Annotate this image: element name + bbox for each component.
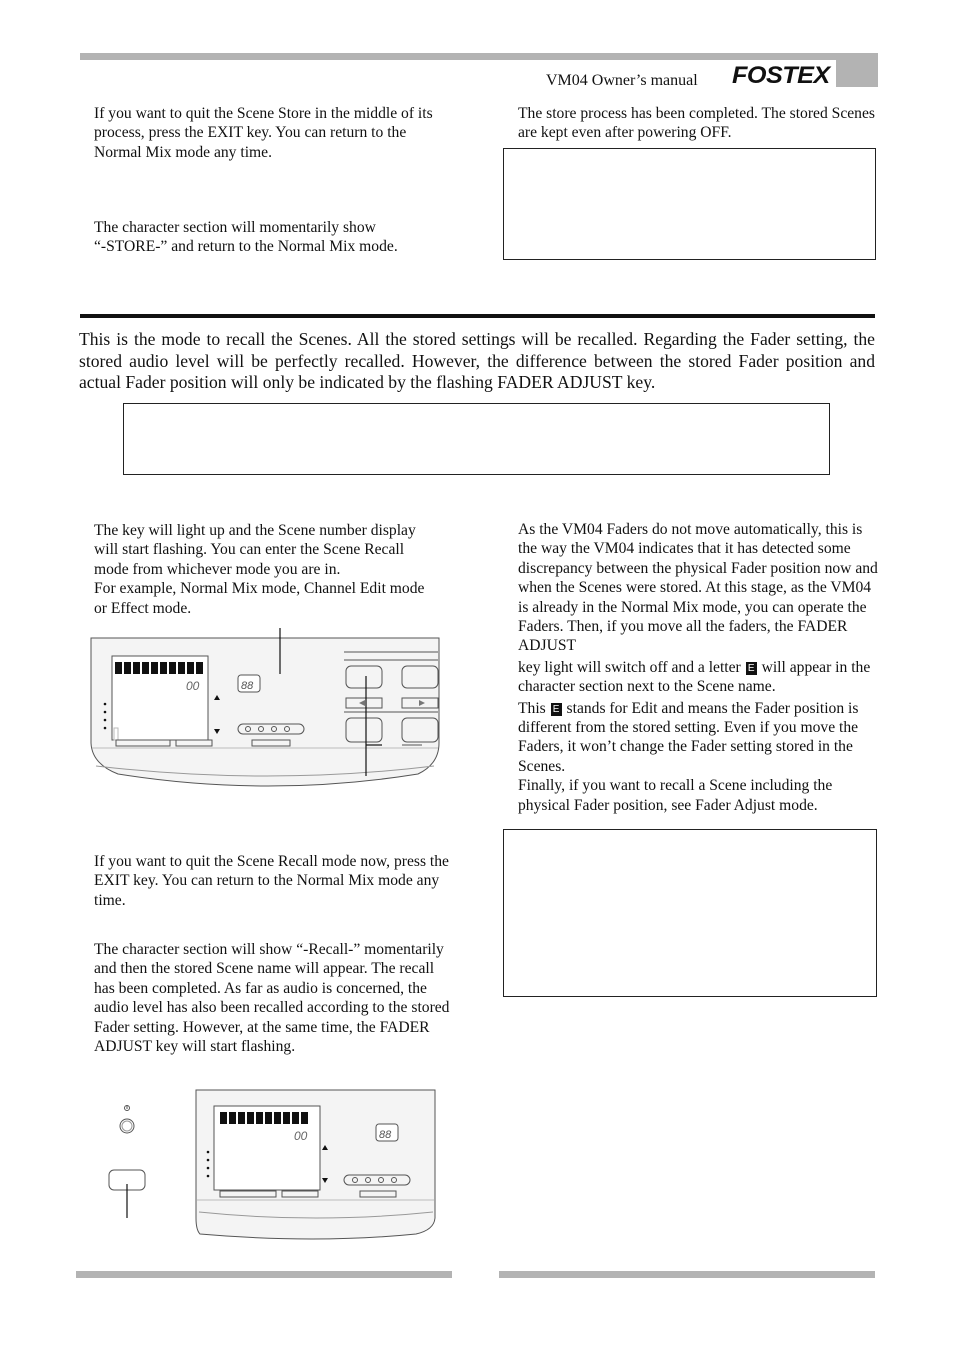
- section-divider: [80, 314, 875, 318]
- store-complete-note: The store process has been completed. The stored Scenes are kept even after powering OFF.: [518, 105, 875, 142]
- scene-number-display: 88: [379, 1129, 392, 1141]
- store-quit-note: If you want to quit the Scene Store in the middle of its process, press the EXIT key. You can return to the Normal Mix mode any time.: [94, 105, 433, 161]
- recall-intro: This is the mode to recall the Scenes. All the stored settings will be recalled. Regarding the Fader setting, the stored audio level will be perfectly recalled. However, the difference between the stored Fader position and actual Fader position will only be indicated by the flashing FADER ADJUST key.: [79, 329, 875, 392]
- fader-discrepancy-note: As the VM04 Faders do not move automatically, this is the way the VM04 indicates that it has detected some discrepancy between the physical Fader position now and when the Scenes were stored. At this stage, as the VM04 is already in the Normal Mix mode, you can operate the Faders. Then, if you move all the faders, the FADER ADJUST: [518, 521, 878, 655]
- store-character-note: The character section will momentarily show “-STORE-” and return to the Normal Mix mode.: [94, 219, 398, 256]
- recall-step1-text: [94, 521, 464, 618]
- recall-character-note: The character section will show “-Recall-” momentarily and then the stored Scene name will appear. The recall has been completed. As far as audio is concerned, the audio level has also been recalled according to the stored Fader setting. However, at the same time, the FADER ADJUST key will start flashing.: [94, 941, 450, 1056]
- edit-letter-note-start: key light will switch off and a letter: [518, 658, 741, 676]
- manual-title: VM04 Owner’s manual: [546, 72, 698, 89]
- note-box: [503, 148, 876, 260]
- button-pad-diagram: [342, 648, 442, 778]
- edit-meaning-end: stands for Edit and means the Fader position is different from the stored setting. Even if you move the Faders, it won’t change the Fader setting stored in the Scenes.: [518, 699, 859, 775]
- edit-letter-note: [518, 658, 878, 697]
- lcd-digits: 00: [186, 679, 200, 693]
- edit-letter-badge: E: [746, 662, 757, 675]
- header-bar: [80, 53, 878, 60]
- note-box: [123, 403, 830, 475]
- note-box: [503, 829, 877, 997]
- text-line: The key will light up and the Scene number display: [94, 522, 416, 539]
- edit-meaning-note: [518, 699, 878, 777]
- text-line: or Effect mode.: [94, 599, 192, 617]
- recall-quit-note: If you want to quit the Scene Recall mode now, press the EXIT key. You can return to the Normal Mix mode any time.: [94, 853, 449, 909]
- header-tab: [836, 53, 878, 87]
- edit-meaning-start: This: [518, 699, 546, 717]
- edit-letter-badge: E: [551, 703, 562, 716]
- recall-right-column: [518, 520, 878, 815]
- edit-letter-note-end: will appear in the character section next to the Scene name.: [518, 658, 871, 696]
- text-line: will start flashing. You can enter the Scene Recall: [94, 541, 405, 559]
- lcd-digits: 00: [294, 1129, 308, 1143]
- fader-adjust-reference: Finally, if you want to recall a Scene including the physical Fader position, see Fader Adjust mode.: [518, 777, 833, 814]
- footer-bar-left: [76, 1271, 452, 1278]
- text-line: For example, Normal Mix mode, Channel Edit mode: [94, 580, 425, 598]
- scene-number-display: 88: [241, 680, 254, 692]
- text-line: mode from whichever mode you are in.: [94, 560, 341, 578]
- brand-logo: FOSTEX: [732, 62, 830, 89]
- panel-diagram-2: [96, 1088, 441, 1240]
- footer-bar-right: [499, 1271, 875, 1278]
